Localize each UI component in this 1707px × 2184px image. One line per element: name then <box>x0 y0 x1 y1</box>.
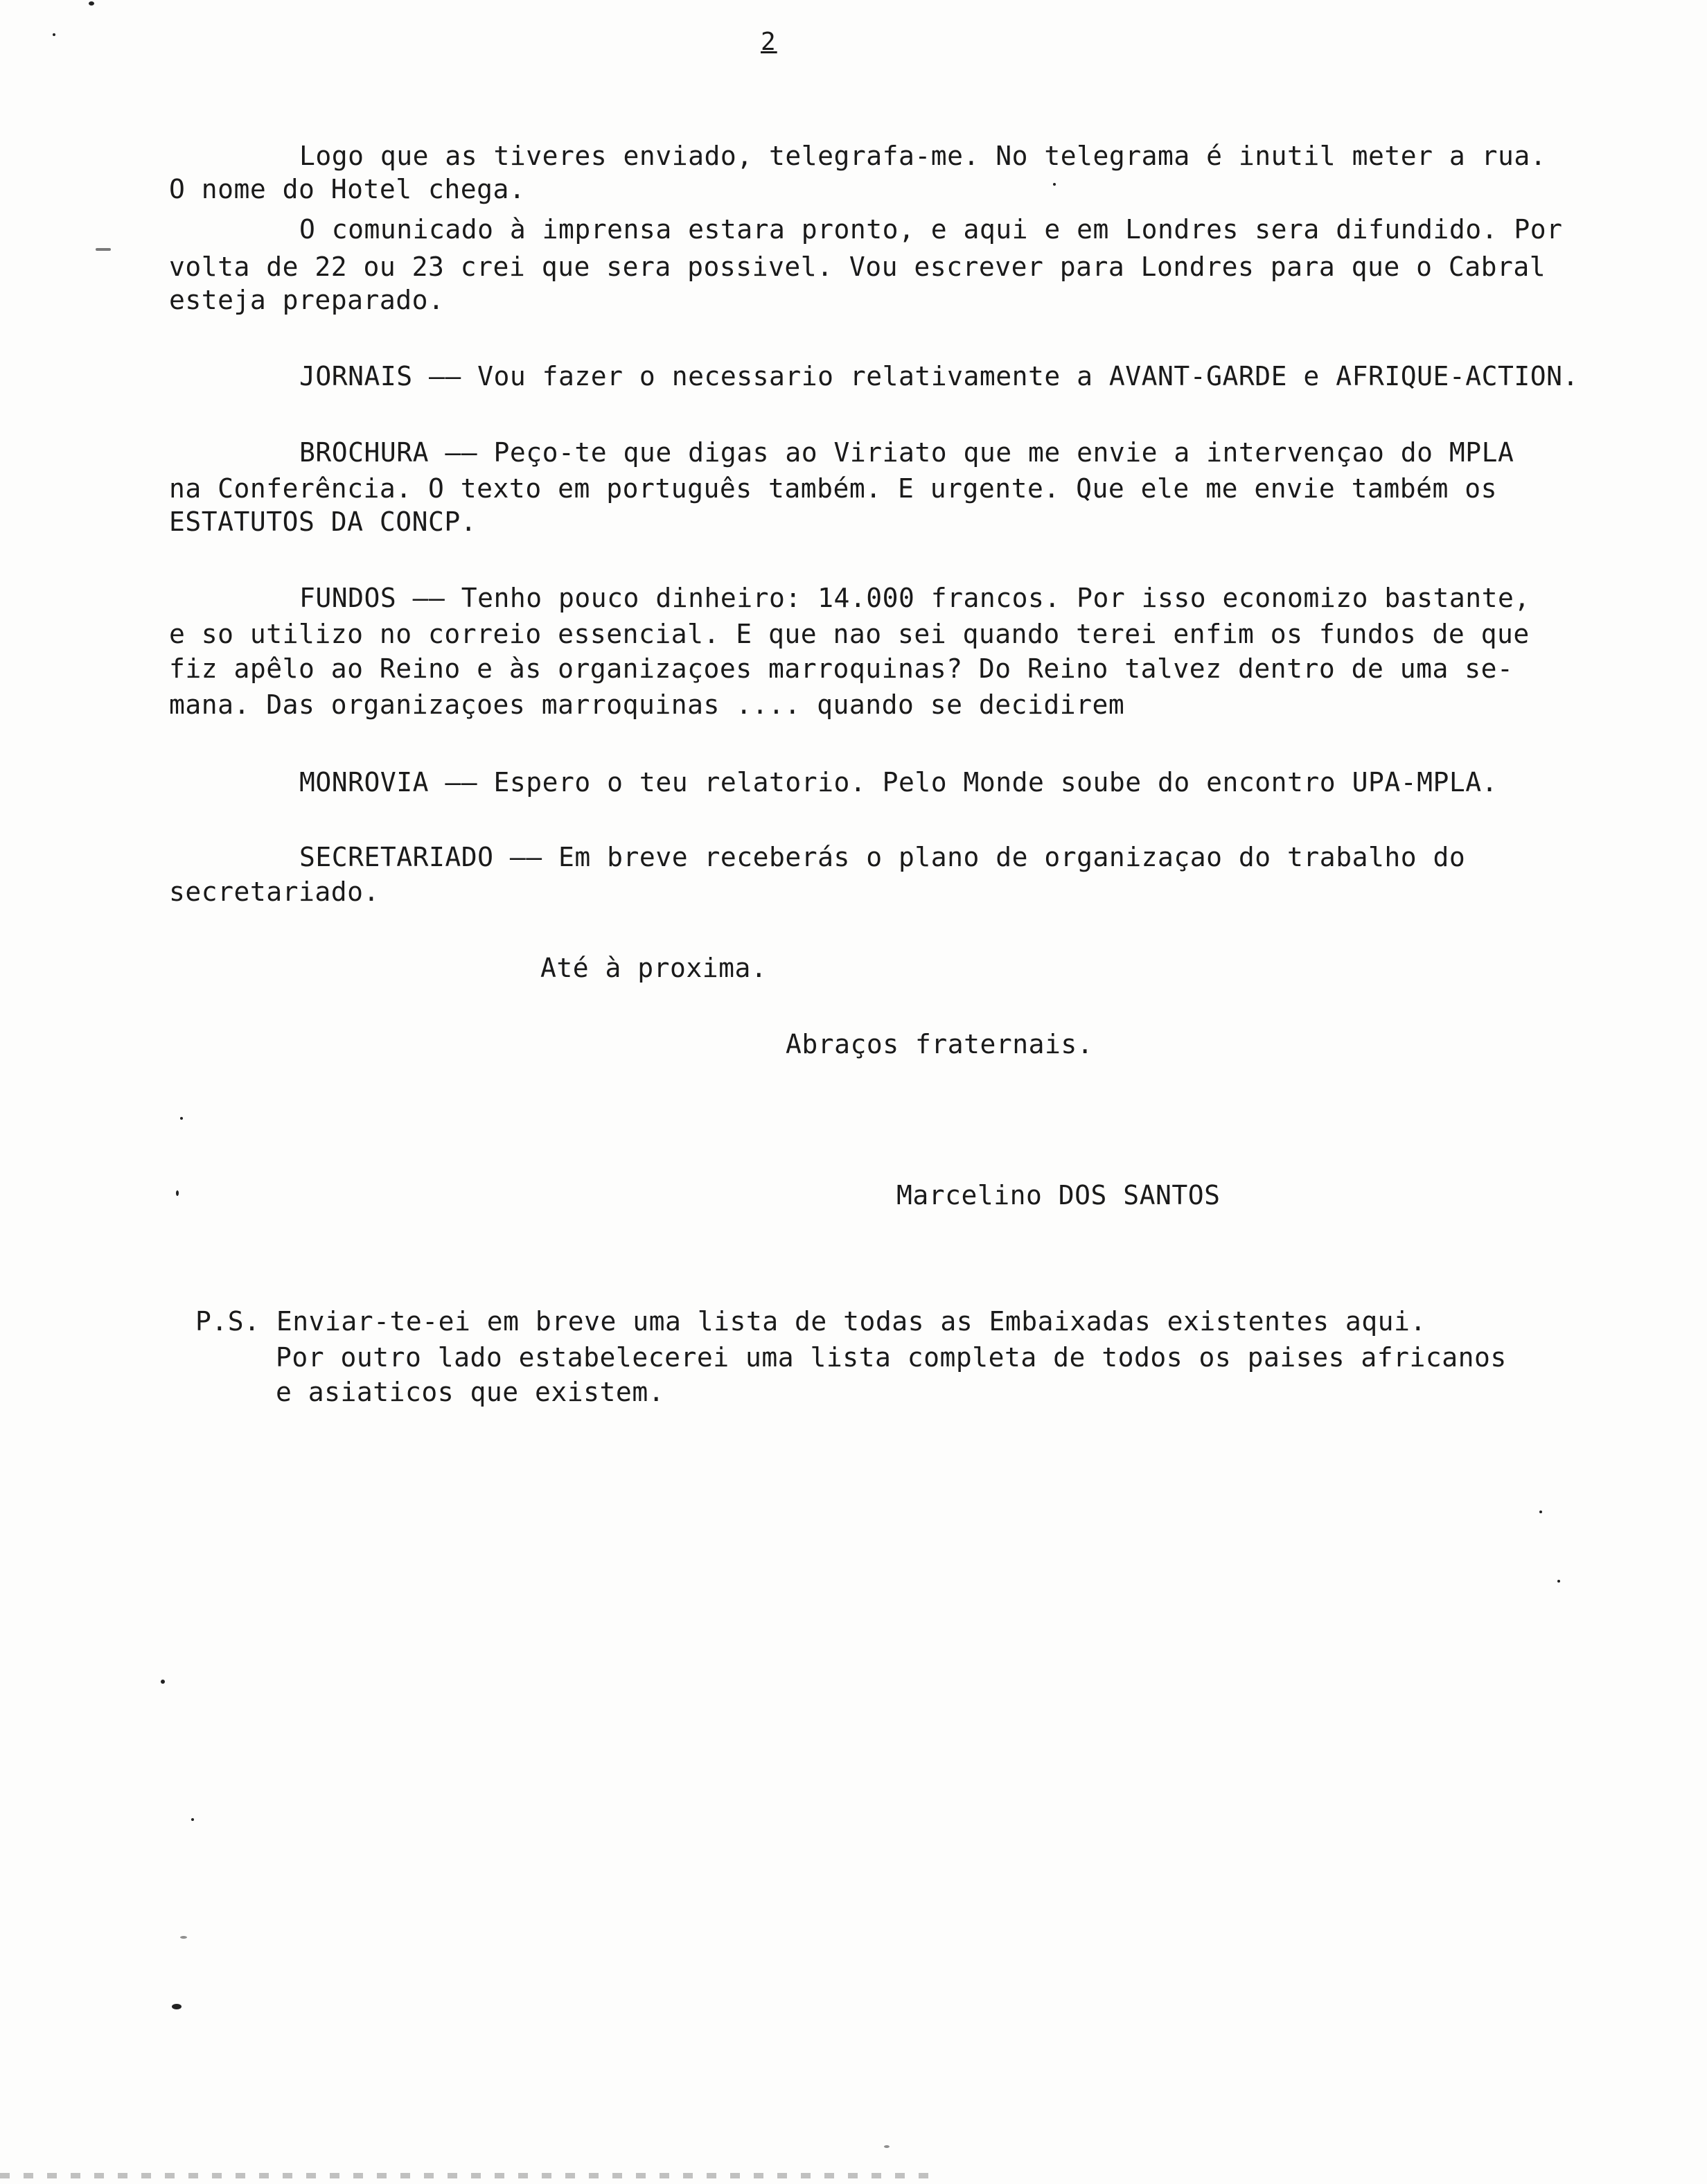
postscript-line-1: P.S. Enviar-te-ei em breve uma lista de todas as Embaixadas existentes aqui. <box>195 1306 1426 1337</box>
scan-speck <box>89 1 94 6</box>
paragraph-fundos-line-1: FUNDOS —— Tenho pouco dinheiro: 14.000 francos. Por isso economizo bastante, <box>299 583 1530 613</box>
paragraph-fundos-line-3: fiz apêlo ao Reino e às organizaçoes marroquinas? Do Reino talvez dentro de uma se- <box>169 653 1514 684</box>
paragraph-secretariado-line-1: SECRETARIADO —— Em breve receberás o plano de organizaçao do trabalho do <box>299 842 1466 872</box>
paragraph-telegram-line-5: esteja preparado. <box>169 285 445 315</box>
paragraph-brochura-line-2: na Conferência. O texto em português também. E urgente. Que ele me envie também os <box>169 473 1497 504</box>
paragraph-telegram-line-1: Logo que as tiveres enviado, telegrafa-me. No telegrama é inutil meter a rua. <box>299 141 1547 171</box>
scan-speck <box>53 33 55 36</box>
closing-line-2: Abraços fraternais. <box>786 1029 1094 1059</box>
page-number: 2 <box>761 28 777 56</box>
paragraph-fundos-line-4: mana. Das organizaçoes marroquinas .... quando se decidirem <box>169 689 1125 720</box>
paragraph-jornais: JORNAIS —— Vou fazer o necessario relativamente a AVANT-GARDE e AFRIQUE-ACTION. <box>299 361 1579 391</box>
paragraph-brochura-line-3: ESTATUTOS DA CONCP. <box>169 507 477 537</box>
paragraph-telegram-line-2: O nome do Hotel chega. <box>169 174 526 204</box>
scan-speck <box>191 1818 194 1821</box>
scan-speck <box>176 1190 179 1196</box>
scan-speck <box>1557 1580 1560 1583</box>
scan-speck <box>1539 1511 1542 1513</box>
scan-speck <box>161 1680 165 1684</box>
scan-speck <box>180 1936 187 1939</box>
paragraph-secretariado-line-2: secretariado. <box>169 877 380 907</box>
paragraph-fundos-line-2: e so utilizo no correio essencial. E que nao sei quando terei enfim os fundos de que <box>169 619 1530 649</box>
scan-speck <box>96 248 111 251</box>
scan-edge-strip <box>0 2173 935 2178</box>
paragraph-monrovia: MONROVIA —— Espero o teu relatorio. Pelo Monde soube do encontro UPA-MPLA. <box>299 767 1498 798</box>
scan-speck <box>180 1117 183 1120</box>
scan-speck <box>1053 183 1056 186</box>
postscript-line-2: Por outro lado estabelecerei uma lista completa de todos os paises africanos <box>276 1342 1507 1373</box>
paragraph-telegram-line-4: volta de 22 ou 23 crei que sera possivel. Vou escrever para Londres para que o Cabral <box>169 252 1546 282</box>
paragraph-brochura-line-1: BROCHURA —— Peço-te que digas ao Viriato que me envie a intervençao do MPLA <box>299 437 1514 468</box>
postscript-line-3: e asiaticos que existem. <box>276 1377 665 1407</box>
closing-line-1: Até à proxima. <box>540 953 768 983</box>
signature-name: Marcelino DOS SANTOS <box>896 1180 1221 1210</box>
scan-speck <box>172 2004 182 2009</box>
paragraph-telegram-line-3: O comunicado à imprensa estara pronto, e aqui e em Londres sera difundido. Por <box>299 214 1563 245</box>
scan-speck <box>884 2145 890 2148</box>
